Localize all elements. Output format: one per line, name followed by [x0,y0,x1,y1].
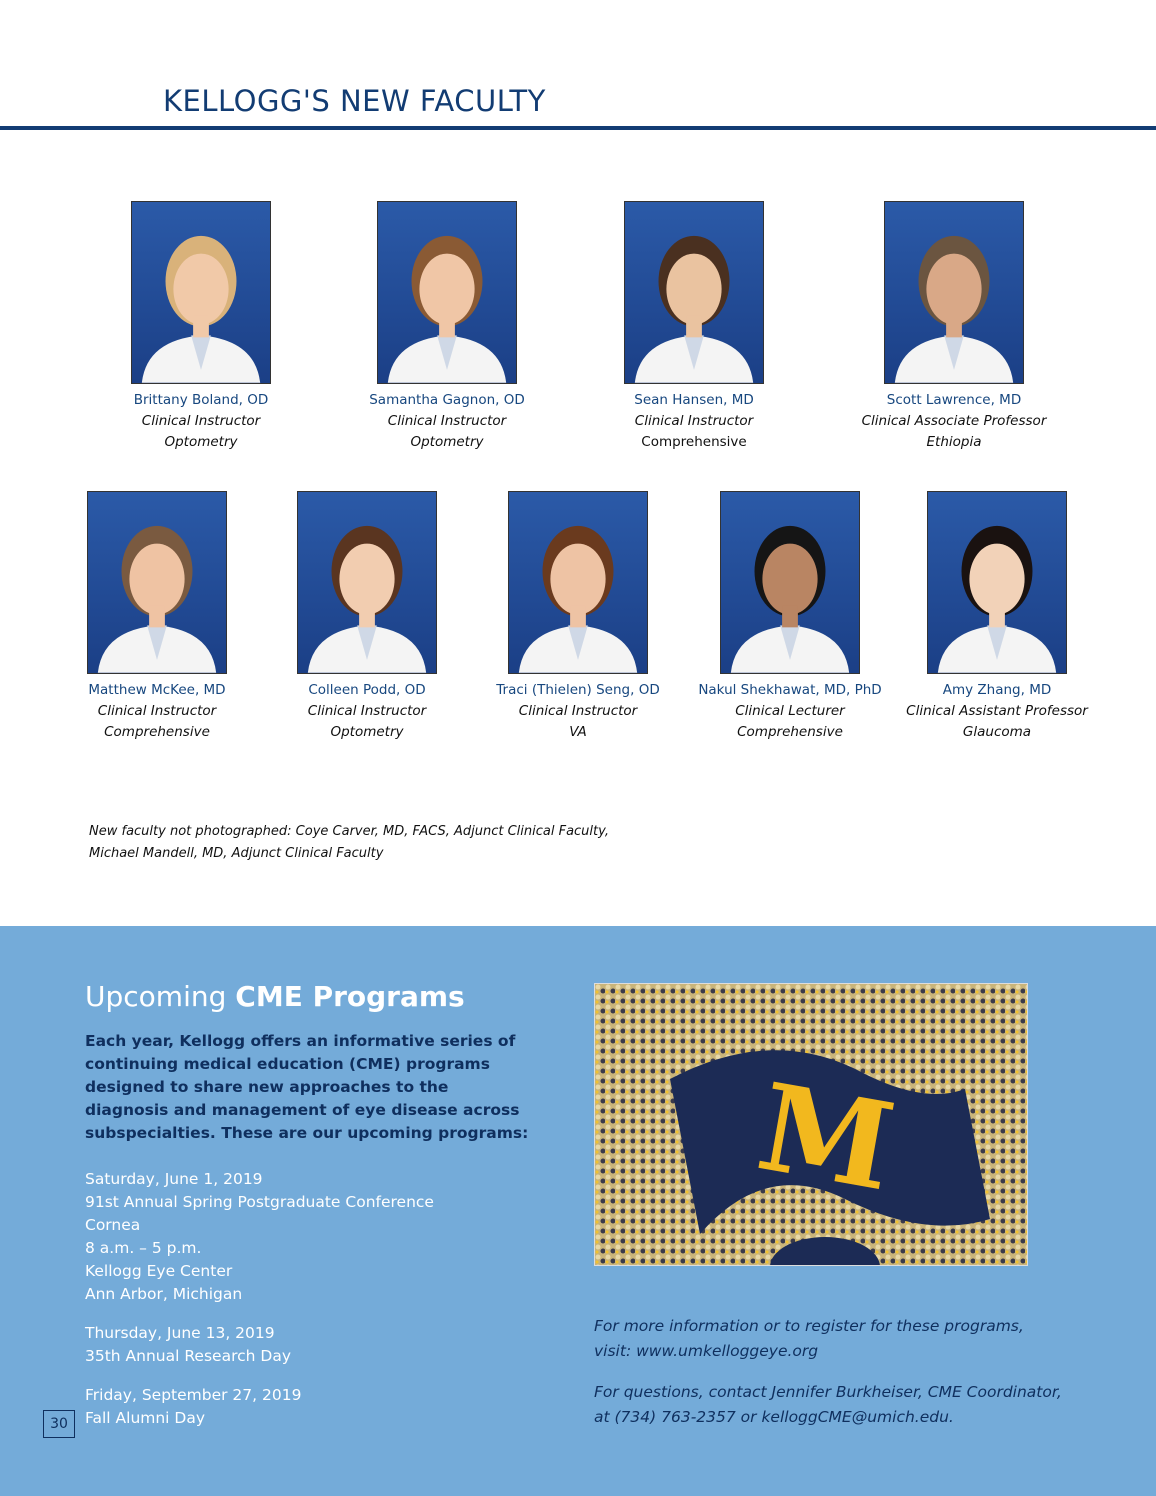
note-line: Michael Mandell, MD, Adjunct Clinical Faculty [89,846,384,861]
not-photographed-note [89,821,609,865]
event-line: Saturday, June 1, 2019 [85,1170,263,1188]
faculty-card [844,201,1064,453]
heading-bold: CME Programs [235,980,465,1013]
faculty-title: Clinical Associate Professor [861,413,1047,429]
event-line: Thursday, June 13, 2019 [85,1324,275,1342]
event-line: 35th Annual Research Day [85,1347,291,1365]
faculty-title: Clinical Instructor [387,413,507,429]
faculty-department: Optometry [330,724,404,740]
info-text: For more information or to register for these programs, [594,1317,1024,1335]
faculty-card [468,491,688,743]
website-link[interactable]: visit: www.umkelloggeye.org [594,1342,819,1360]
faculty-portrait [377,201,517,384]
faculty-title: Clinical Instructor [141,413,261,429]
event-line: Fall Alumni Day [85,1409,206,1427]
note-line: New faculty not photographed: Coye Carver, MD, FACS, Adjunct Clinical Faculty, [89,824,609,839]
faculty-card [680,491,900,743]
page-title: KELLOGG'S NEW FACULTY [163,84,546,118]
faculty-name: Samantha Gagnon, OD [369,392,525,408]
cme-intro: Each year, Kellogg offers an informative series of continuing medical education (CME) programs designed to share new approaches to the diagnosis and management of eye disease across subspecialties. These are our upcoming programs: [85,1032,529,1142]
faculty-portrait [624,201,764,384]
event-item [85,1322,434,1368]
faculty-name: Traci (Thielen) Seng, OD [496,682,660,698]
faculty-name: Sean Hansen, MD [634,392,754,408]
faculty-card [257,491,477,743]
faculty-name: Matthew McKee, MD [88,682,226,698]
event-line: 8 a.m. – 5 p.m. [85,1239,202,1257]
event-item [85,1384,434,1430]
faculty-name: Nakul Shekhawat, MD, PhD [698,682,882,698]
faculty-title: Clinical Instructor [97,703,217,719]
event-line: Ann Arbor, Michigan [85,1285,243,1303]
faculty-portrait [87,491,227,674]
faculty-department: Optometry [164,434,238,450]
faculty-portrait [131,201,271,384]
faculty-department: Comprehensive [737,724,843,740]
faculty-title: Clinical Assistant Professor [906,703,1088,719]
title-rule [0,126,1156,130]
faculty-department: Optometry [410,434,484,450]
event-line: 91st Annual Spring Postgraduate Conference [85,1193,434,1211]
faculty-title: Clinical Instructor [307,703,427,719]
faculty-card [584,201,804,453]
heading-light: Upcoming [85,980,227,1013]
faculty-card [337,201,557,453]
faculty-title: Clinical Instructor [518,703,638,719]
event-item [85,1168,434,1306]
info-text: For questions, contact Jennifer Burkheiser, CME Coordinator, [594,1383,1062,1401]
faculty-portrait [927,491,1067,674]
event-line: Cornea [85,1216,141,1234]
cme-contact-info [594,1314,1062,1446]
faculty-name: Scott Lawrence, MD [886,392,1022,408]
faculty-portrait [884,201,1024,384]
faculty-name: Amy Zhang, MD [942,682,1052,698]
faculty-card [887,491,1107,743]
faculty-portrait [720,491,860,674]
faculty-department: Ethiopia [926,434,982,450]
flag-letter: M [748,1056,904,1219]
faculty-department: Comprehensive [104,724,210,740]
event-line: Kellogg Eye Center [85,1262,233,1280]
contact-details[interactable]: at (734) 763-2357 or kelloggCME@umich.edu. [594,1408,954,1426]
page-number: 30 [43,1410,75,1438]
faculty-department: Comprehensive [641,434,747,450]
cme-heading [85,980,465,1013]
faculty-title: Clinical Instructor [634,413,754,429]
faculty-name: Brittany Boland, OD [133,392,269,408]
cme-section [0,926,1156,1496]
faculty-portrait [508,491,648,674]
faculty-portrait [297,491,437,674]
faculty-title: Clinical Lecturer [735,703,845,719]
faculty-name: Colleen Podd, OD [308,682,426,698]
faculty-card [47,491,267,743]
event-list [85,1168,434,1446]
event-line: Friday, September 27, 2019 [85,1386,302,1404]
faculty-department: Glaucoma [962,724,1032,740]
faculty-department: VA [569,724,587,740]
faculty-card [91,201,311,453]
michigan-flag-photo [594,983,1028,1266]
